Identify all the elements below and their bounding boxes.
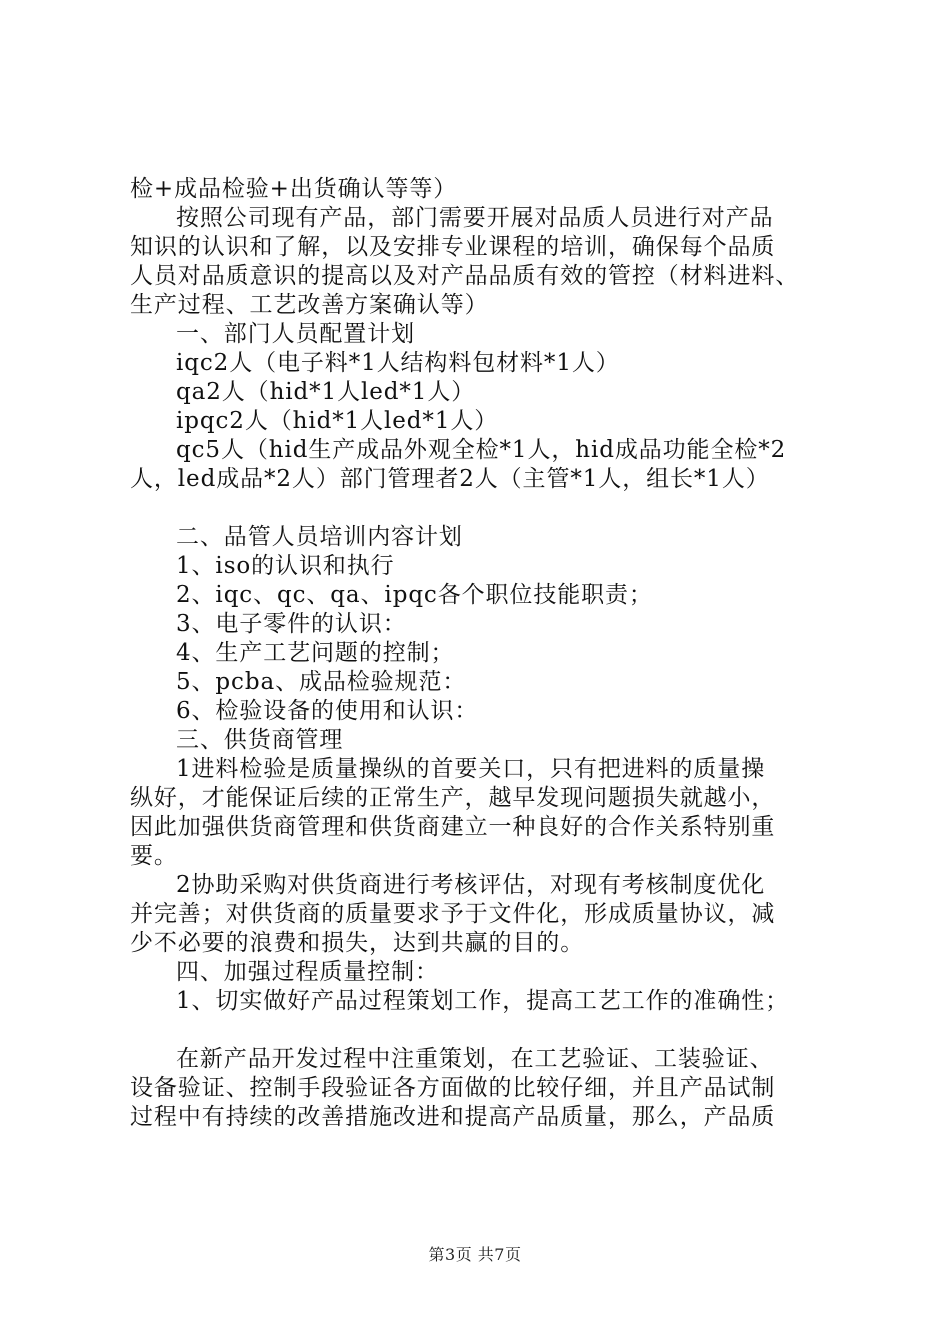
text-line: ipqc2人（hid*1人led*1人） [176, 408, 499, 434]
text-line: iqc2人（电子料*1人结构料包材料*1人） [176, 350, 620, 376]
text-line: 少不必要的浪费和损失，达到共赢的目的。 [130, 930, 585, 956]
text-line: 过程中有持续的改善措施改进和提高产品质量，那么，产品质 [130, 1104, 776, 1130]
text-line: 因此加强供货商管理和供货商建立一种良好的合作关系特别重 [130, 814, 776, 840]
text-line: qa2人（hid*1人led*1人） [176, 379, 476, 405]
text-line: 人，led成品*2人）部门管理者2人（主管*1人，组长*1人） [130, 466, 770, 492]
text-line: 按照公司现有产品，部门需要开展对品质人员进行对产品 [176, 205, 774, 231]
text-line: 生产过程、工艺改善方案确认等） [130, 292, 489, 318]
text-line: 在新产品开发过程中注重策划，在工艺验证、工装验证、 [176, 1046, 774, 1072]
page-number-footer: 第3页 共7页 [428, 1245, 522, 1264]
text-line: 知识的认识和了解，以及安排专业课程的培训，确保每个品质 [130, 234, 776, 260]
section-heading: 一、部门人员配置计划 [176, 321, 415, 347]
text-line: 要。 [130, 843, 178, 869]
text-line: 检+成品检验+出货确认等等） [130, 176, 458, 202]
text-line: 并完善；对供货商的质量要求予于文件化，形成质量协议，减 [130, 901, 776, 927]
text-line: 1、iso的认识和执行 [176, 553, 395, 579]
text-line: 设备验证、控制手段验证各方面做的比较仔细，并且产品试制 [130, 1075, 776, 1101]
text-line: 1、切实做好产品过程策划工作，提高工艺工作的准确性； [176, 988, 790, 1014]
section-heading: 四、加强过程质量控制： [176, 959, 439, 985]
text-line: 6、检验设备的使用和认识： [176, 698, 479, 724]
text-line: 2、iqc、qc、qa、ipqc各个职位技能职责； [176, 582, 653, 608]
section-heading: 二、品管人员培训内容计划 [176, 524, 463, 550]
text-line: 1进料检验是质量操纵的首要关口，只有把进料的质量操 [176, 756, 766, 782]
document-body [130, 175, 830, 1132]
blank-line [130, 1016, 830, 1045]
text-line: qc5人（hid生产成品外观全检*1人，hid成品功能全检*2 [176, 437, 787, 463]
text-line: 2协助采购对供货商进行考核评估，对现有考核制度优化 [176, 872, 766, 898]
text-line: 5、pcba、成品检验规范： [176, 669, 467, 695]
blank-line [130, 494, 830, 523]
text-line: 3、电子零件的认识： [176, 611, 407, 637]
text-line: 4、生产工艺问题的控制； [176, 640, 455, 666]
text-line: 人员对品质意识的提高以及对产品品质有效的管控（材料进料、 [130, 263, 800, 289]
section-heading: 三、供货商管理 [176, 727, 344, 753]
text-line: 纵好，才能保证后续的正常生产，越早发现问题损失就越小， [130, 785, 776, 811]
